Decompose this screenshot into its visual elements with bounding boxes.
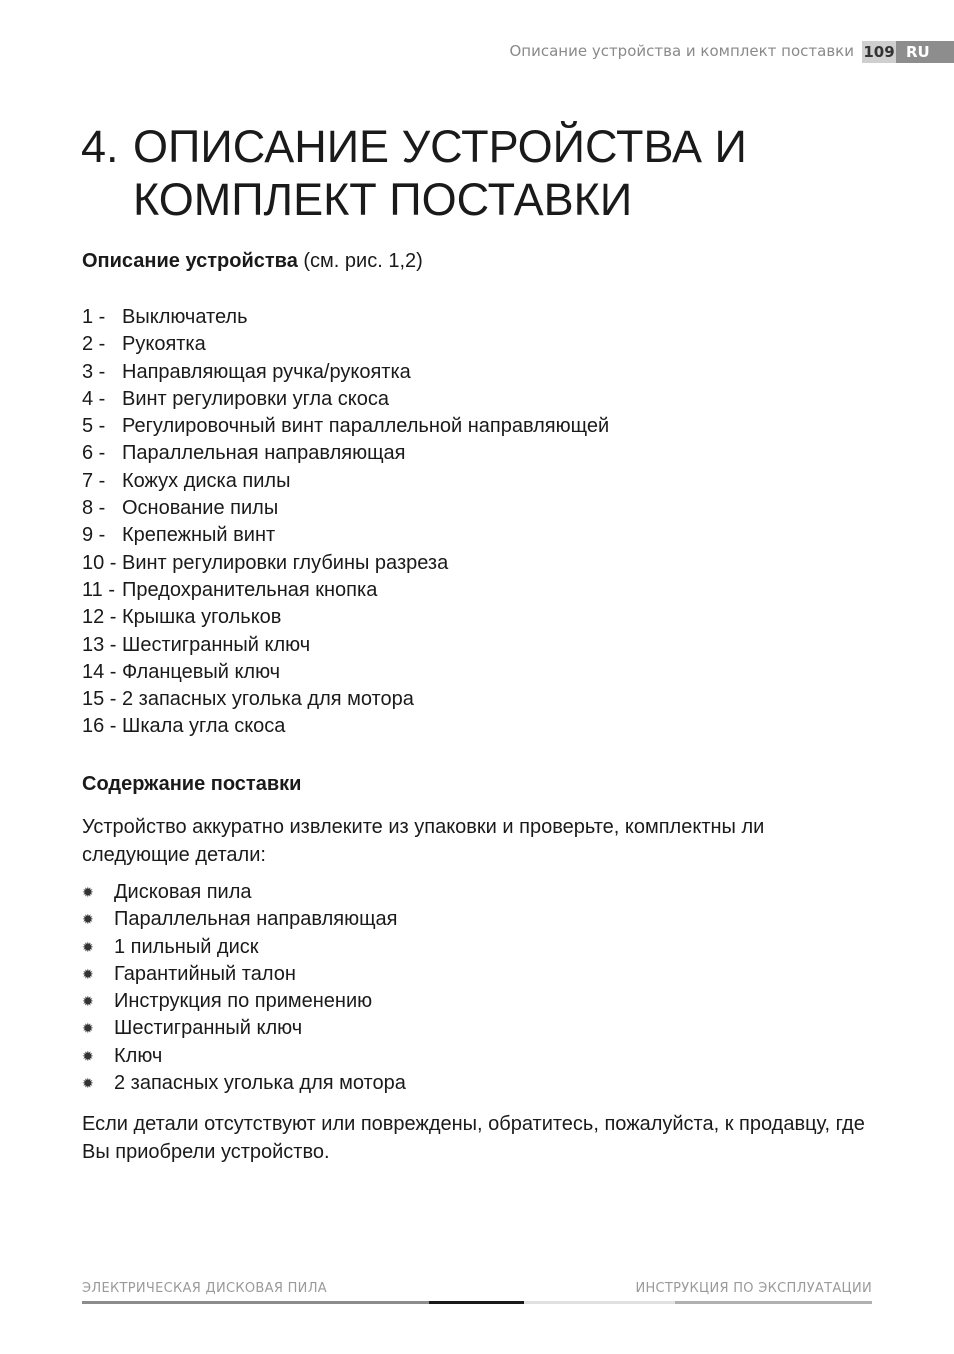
footer-bar-segment xyxy=(524,1301,675,1304)
item-number: 14 - xyxy=(82,660,117,683)
item-label: 1 пильный диск xyxy=(114,935,259,958)
item-label: Выключатель xyxy=(122,306,248,328)
contents-heading: Содержание поставки xyxy=(82,773,302,795)
item-label: Параллельная направляющая xyxy=(122,442,406,465)
item-label: Шестигранный ключ xyxy=(122,633,311,656)
item-label: Инструкция по применению xyxy=(114,990,373,1013)
item-label: Дисковая пила xyxy=(114,881,252,903)
list-item xyxy=(82,331,609,358)
item-number: 1 - xyxy=(82,306,106,328)
list-item xyxy=(82,988,406,1015)
item-number: 16 - xyxy=(82,715,117,738)
list-item xyxy=(82,413,609,440)
list-item xyxy=(82,686,609,713)
chapter-number: 4. xyxy=(81,121,119,172)
list-item xyxy=(82,632,609,659)
list-item xyxy=(82,386,609,413)
item-label: Параллельная направляющая xyxy=(114,908,398,931)
item-number: 11 - xyxy=(82,578,115,601)
language-badge: RU xyxy=(896,41,954,63)
gear-bullet-icon: ✹ xyxy=(82,1047,94,1064)
item-label: Шкала угла скоса xyxy=(122,715,286,738)
item-number: 2 - xyxy=(82,333,106,356)
footer-bar-segment xyxy=(82,1301,429,1304)
list-item xyxy=(82,604,609,631)
list-item xyxy=(82,879,406,906)
item-label: Рукоятка xyxy=(122,333,206,356)
item-number: 13 - xyxy=(82,633,117,656)
description-heading-text: Описание устройства xyxy=(82,250,298,272)
item-label: Винт регулировки глубины разреза xyxy=(122,551,449,574)
list-item xyxy=(82,440,609,467)
gear-bullet-icon: ✹ xyxy=(82,993,94,1010)
list-item xyxy=(82,577,609,604)
item-number: 8 - xyxy=(82,497,106,520)
footer-product: ЭЛЕКТРИЧЕСКАЯ ДИСКОВАЯ ПИЛА xyxy=(82,1281,327,1296)
list-item xyxy=(82,495,609,522)
list-item xyxy=(82,906,406,933)
gear-bullet-icon: ✹ xyxy=(82,911,94,928)
gear-bullet-icon: ✹ xyxy=(82,1020,94,1037)
parts-list xyxy=(82,304,609,741)
list-item xyxy=(82,304,609,331)
item-number: 7 - xyxy=(82,469,106,492)
item-number: 4 - xyxy=(82,387,106,410)
item-label: 2 запасных уголька для мотора xyxy=(114,1072,406,1095)
description-heading xyxy=(82,250,423,273)
item-label: Кожух диска пилы xyxy=(122,469,291,492)
item-number: 3 - xyxy=(82,360,106,383)
gear-bullet-icon: ✹ xyxy=(82,884,94,900)
item-label: Предохранительная кнопка xyxy=(122,578,378,601)
chapter-title-line1: ОПИСАНИЕ УСТРОЙСТВА И xyxy=(133,121,747,172)
item-number: 6 - xyxy=(82,442,106,465)
item-number: 15 - xyxy=(82,688,117,711)
chapter-title xyxy=(81,120,881,226)
footer-doc-type: ИНСТРУКЦИЯ ПО ЭКСПЛУАТАЦИИ xyxy=(635,1281,872,1296)
list-item xyxy=(82,359,609,386)
closing-paragraph: Если детали отсутствуют или повреждены, обратитесь, пожалуйста, к продавцу, где Вы приобрели устройство. xyxy=(82,1113,865,1163)
gear-bullet-icon: ✹ xyxy=(82,1075,94,1092)
contents-list xyxy=(82,879,406,1097)
item-label: Ключ xyxy=(114,1044,163,1067)
item-label: Крепежный винт xyxy=(122,524,276,547)
list-item xyxy=(82,550,609,577)
footer-bar-segment xyxy=(675,1301,872,1304)
item-label: Фланцевый ключ xyxy=(122,660,281,683)
item-number: 9 - xyxy=(82,524,106,547)
gear-bullet-icon: ✹ xyxy=(82,938,94,955)
list-item xyxy=(82,1015,406,1042)
item-label: Направляющая ручка/рукоятка xyxy=(122,360,411,383)
list-item xyxy=(82,961,406,988)
list-item xyxy=(82,1043,406,1070)
item-label: Крышка угольков xyxy=(122,606,282,629)
item-label: Регулировочный винт параллельной направляющей xyxy=(122,415,610,438)
item-number: 10 - xyxy=(82,551,117,574)
item-number: 5 - xyxy=(82,415,106,438)
list-item xyxy=(82,1070,406,1097)
contents-intro: Устройство аккуратно извлеките из упаковки и проверьте, комплектны ли следующие детали: xyxy=(82,816,765,866)
list-item xyxy=(82,713,609,740)
list-item xyxy=(82,468,609,495)
item-label: Шестигранный ключ xyxy=(114,1017,303,1040)
gear-bullet-icon: ✹ xyxy=(82,965,94,982)
item-label: 2 запасных уголька для мотора xyxy=(122,688,414,711)
item-label: Гарантийный талон xyxy=(114,962,296,985)
list-item xyxy=(82,659,609,686)
list-item xyxy=(82,522,609,549)
chapter-title-line2: КОМПЛЕКТ ПОСТАВКИ xyxy=(133,174,633,225)
list-item xyxy=(82,934,406,961)
item-label: Основание пилы xyxy=(122,497,279,520)
running-header: Описание устройства и комплект поставки xyxy=(509,42,854,60)
figure-reference: (см. рис. 1,2) xyxy=(303,250,423,272)
item-number: 12 - xyxy=(82,606,117,629)
page-number: 109 xyxy=(863,43,895,61)
item-label: Винт регулировки угла скоса xyxy=(122,387,389,410)
footer-bar-segment xyxy=(429,1301,524,1304)
